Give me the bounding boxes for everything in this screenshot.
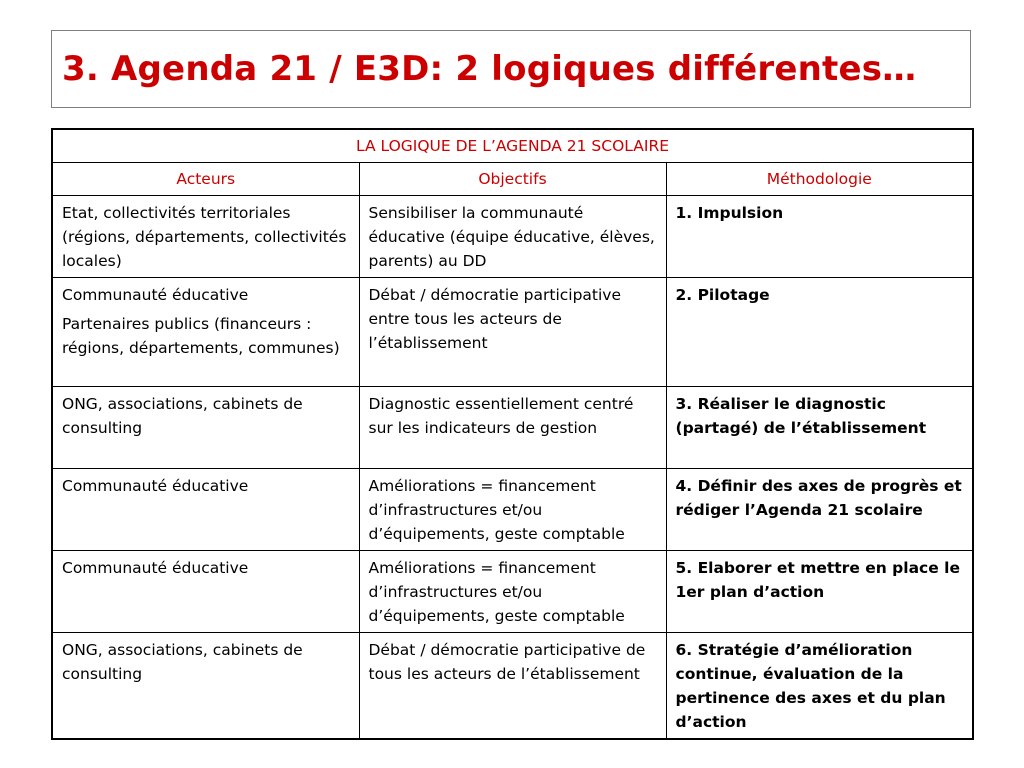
slide-title-box [51, 30, 971, 108]
header-objectifs: Objectifs [359, 163, 666, 196]
cell-methodologie: 5. Elaborer et mettre en place le 1er plan d’action [666, 551, 973, 633]
acteur-text: Partenaires publics (financeurs : régions, départements, communes) [62, 315, 340, 357]
cell-acteurs [52, 633, 359, 739]
table-row [52, 469, 973, 551]
acteur-text: ONG, associations, cabinets de consulting [62, 395, 303, 437]
acteur-text: ONG, associations, cabinets de consulting [62, 641, 303, 683]
table-row [52, 551, 973, 633]
table-row [52, 387, 973, 469]
header-acteurs: Acteurs [52, 163, 359, 196]
cell-methodologie: 2. Pilotage [666, 278, 973, 387]
cell-methodologie: 3. Réaliser le diagnostic (partagé) de l’établissement [666, 387, 973, 469]
slide-title: 3. Agenda 21 / E3D: 2 logiques différentes… [62, 49, 917, 89]
cell-acteurs [52, 469, 359, 551]
table-row [52, 633, 973, 739]
cell-methodologie: 1. Impulsion [666, 196, 973, 278]
cell-objectifs: Débat / démocratie participative entre tous les acteurs de l’établissement [359, 278, 666, 387]
cell-objectifs: Sensibiliser la communauté éducative (équipe éducative, élèves, parents) au DD [359, 196, 666, 278]
cell-objectifs: Améliorations = financement d’infrastructures et/ou d’équipements, geste comptable [359, 469, 666, 551]
acteur-text: Communauté éducative [62, 477, 249, 495]
cell-methodologie: 6. Stratégie d’amélioration continue, évaluation de la pertinence des axes et du plan d’action [666, 633, 973, 739]
acteur-text: Communauté éducative [62, 559, 249, 577]
acteur-text: Etat, collectivités territoriales (régions, départements, collectivités locales) [62, 204, 347, 270]
cell-methodologie: 4. Définir des axes de progrès et rédiger l’Agenda 21 scolaire [666, 469, 973, 551]
table-row [52, 196, 973, 278]
acteur-text: Communauté éducative [62, 286, 249, 304]
table-banner-row [52, 129, 973, 163]
table-header-row [52, 163, 973, 196]
cell-objectifs: Diagnostic essentiellement centré sur les indicateurs de gestion [359, 387, 666, 469]
agenda21-table [51, 128, 974, 740]
header-methodologie: Méthodologie [666, 163, 973, 196]
table-row [52, 278, 973, 387]
cell-objectifs: Débat / démocratie participative de tous les acteurs de l’établissement [359, 633, 666, 739]
cell-objectifs: Améliorations = financement d’infrastructures et/ou d’équipements, geste comptable [359, 551, 666, 633]
cell-acteurs [52, 278, 359, 387]
table-banner: LA LOGIQUE DE L’AGENDA 21 SCOLAIRE [52, 129, 973, 163]
cell-acteurs [52, 551, 359, 633]
cell-acteurs [52, 196, 359, 278]
cell-acteurs [52, 387, 359, 469]
